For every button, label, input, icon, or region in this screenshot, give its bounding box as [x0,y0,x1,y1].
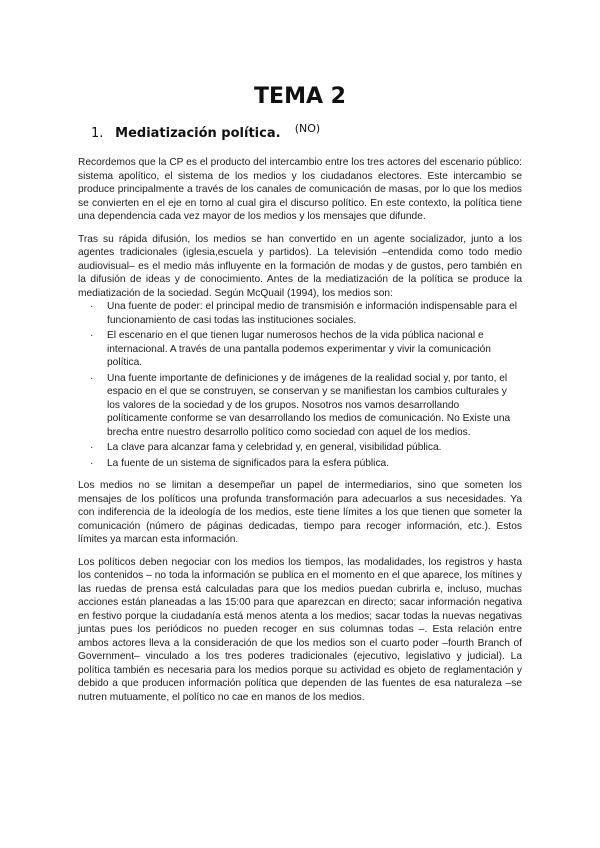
section-number: 1. [91,126,104,141]
paragraph: Los medios no se limitan a desempeñar un papel de intermediarios, sino que someten los mensajes de los políticos una profunda transformación para adecuarlos a sus necesidades. Ya con indiferencia de la ideología de los medios, este tiene límites a los que tienen que someter la comunicación (número de páginas dedicadas, tiempo para recoger información, etc.). Estos límites ya marcan esta información. [78,480,522,545]
bullet-item: · La fuente de un sistema de significados para la esfera pública. [104,457,522,471]
paragraph: Recordemos que la CP es el producto del intercambio entre los tres actores del escenario público: sistema apolítico, el sistema de los medios y los ciudadanos electores. Este intercambio se produce principalmente a través de los canales de comunicación de masas, por lo que los medios se convierten en el eje en torno al cual gira el discurso político. En este contexto, la política tiene una dependencia cada vez mayor de los medios y los mensajes que difunde. [78,157,522,222]
section-heading [91,122,321,141]
document-body [78,156,522,713]
bullet-item: · El escenario en el que tienen lugar numerosos hechos de la vida pública nacional e internacional. A través de una pantalla podemos experimentar y vivir la comunicación política. [104,329,522,370]
bullet-list [78,300,522,470]
paragraph: Tras su rápida difusión, los medios se han convertido en un agente socializador, junto a los agentes tradicionales (iglesia,escuela y partidos). La televisión –entendida como todo medio audiovisual– es el medio más influyente en la formación de modas y de gustos, pero también en la difusión de ideas y de conocimiento. Antes de la mediatización de la política se produce la mediatización de la sociedad. Según McQuail (1994), los medios son: [78,233,522,299]
bullet-item: · La clave para alcanzar fama y celebridad y, en general, visibilidad pública. [104,441,522,455]
page-title: TEMA 2 [254,84,346,109]
bullet-item: · Una fuente de poder: el principal medio de transmisión e información indispensable para el funcionamiento de casi todas las instituciones sociales. [104,300,522,327]
section-heading-text: Mediatización política. [115,126,281,141]
bullet-item: · Una fuente importante de definiciones y de imágenes de la realidad social y, por tanto, el espacio en el que se construyen, se conservan y se manifiestan los cambios culturales y los valores de la sociedad y de los grupos. Nosotros nos vamos desarrollando políticamente conforme se van desarrollando los medios de comunicación. No Existe una brecha entre nuestro desarrollo político como sociedad con aquel de los medios. [104,372,522,440]
paragraph: Los políticos deben negociar con los medios los tiempos, las modalidades, los registros y hasta los contenidos – no toda la información se publica en el momento en el que aparece, los mítines y las ruedas de prensa está calculadas para que los medios puedan cubrirla e, incluso, muchas acciones están planeadas a las 15:00 para que aparezcan en directo; sacar información negativa en festivo porque la ciudadanía está menos atenta a los medios; sacar todas la nuevas negativas juntas pues los periódicos no pueden recoger en sus columnas todas –. Esta relación entre ambos actores lleva a la consideración de que los medios son el cuarto poder –fourth Branch of Government– vinculado a los tres poderes tradicionales (ejecutivo, legislativo y judicial). La política también es necesaria para los medios porque su actividad es objeto de reglamentación y debido a que producen información política que dependen de las fuentes de esa naturaleza –se nutren mutuamente, el político no cae en manos de los medios. [78,556,522,703]
section-note: (NO) [294,122,321,135]
